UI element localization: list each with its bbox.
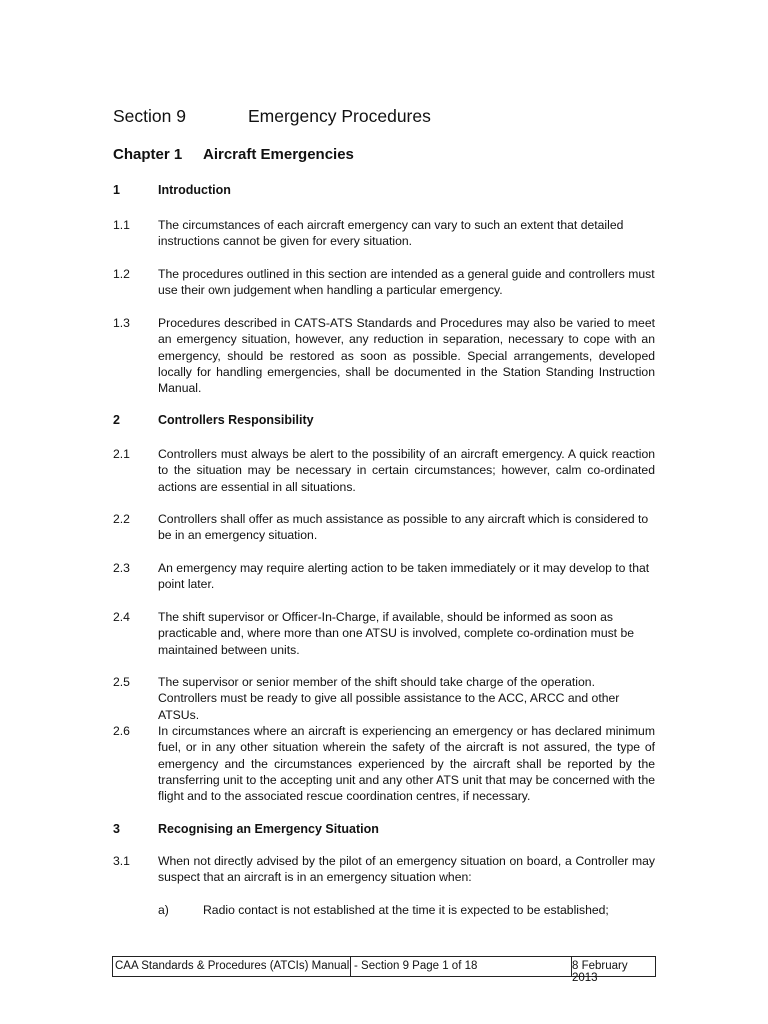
list-item-letter: a)	[158, 903, 169, 917]
footer-date: 8 February 2013	[572, 960, 628, 984]
paragraph-text: Controllers must always be alert to the possibility of an aircraft emergency. A quick reaction to the situation may be necessary in certain circumstances; however, calm co-ordinated actions are essential in all situations.	[158, 447, 655, 494]
section-name: Emergency Procedures	[248, 106, 431, 126]
heading-text: Controllers Responsibility	[158, 413, 314, 427]
paragraph-number: 2.4	[113, 610, 130, 624]
heading-number: 1	[113, 183, 120, 197]
chapter-title	[113, 146, 354, 163]
footer-section-page: - Section 9 Page 1 of 18	[354, 960, 478, 972]
paragraph-text: An emergency may require alerting action to be taken immediately or it may develop to that point later.	[158, 561, 650, 592]
paragraph-text: The shift supervisor or Officer-In-Charge, if available, should be informed as soon as practicable and, where more than one ATSU is involved, complete co-ordination must be maintained between units.	[158, 610, 635, 657]
chapter-number: Chapter 1	[113, 146, 183, 163]
paragraph-2-6	[113, 723, 655, 804]
paragraph-1-2	[113, 266, 655, 299]
heading-text: Introduction	[158, 183, 231, 197]
paragraph-2-4	[113, 609, 655, 658]
list-item-a	[158, 903, 609, 917]
paragraph-1-3	[113, 315, 655, 396]
paragraph-text: The supervisor or senior member of the shift should take charge of the operation. Controllers must be ready to give all possible assistance to the ACC, ARCC and other ATSUs.	[158, 675, 620, 722]
paragraph-number: 1.1	[113, 218, 130, 232]
list-item-text: Radio contact is not established at the time it is expected to be established;	[203, 903, 609, 917]
paragraph-text: When not directly advised by the pilot of an emergency situation on board, a Controller may suspect that an aircraft is in an emergency situation when:	[158, 854, 655, 885]
paragraph-text: The procedures outlined in this section are intended as a general guide and controllers must use their own judgement when handling a particular emergency.	[158, 267, 655, 298]
heading-text: Recognising an Emergency Situation	[158, 822, 379, 836]
heading-number: 2	[113, 413, 120, 427]
heading-introduction	[113, 183, 231, 197]
paragraph-2-3	[113, 560, 655, 593]
heading-recognising-emergency	[113, 822, 379, 836]
page-footer	[112, 956, 656, 984]
paragraph-number: 2.1	[113, 447, 130, 461]
paragraph-2-1	[113, 446, 655, 495]
paragraph-text: The circumstances of each aircraft emergency can vary to such an extent that detailed instructions cannot be given for every situation.	[158, 218, 624, 249]
paragraph-1-1	[113, 217, 655, 250]
paragraph-number: 1.2	[113, 267, 130, 281]
paragraph-number: 2.2	[113, 512, 130, 526]
paragraph-3-1	[113, 853, 655, 886]
paragraph-2-2	[113, 511, 655, 544]
paragraph-text: Controllers shall offer as much assistance as possible to any aircraft which is considered to be in an emergency situation.	[158, 512, 649, 543]
paragraph-number: 1.3	[113, 316, 130, 330]
paragraph-2-5	[113, 674, 655, 723]
section-number: Section 9	[113, 106, 186, 126]
footer-divider	[350, 957, 351, 976]
paragraph-number: 2.6	[113, 724, 130, 738]
paragraph-number: 2.3	[113, 561, 130, 575]
paragraph-number: 2.5	[113, 675, 130, 689]
heading-controllers-responsibility	[113, 413, 314, 427]
chapter-name: Aircraft Emergencies	[203, 146, 354, 163]
footer-manual-title: CAA Standards & Procedures (ATCIs) Manual	[115, 960, 350, 972]
paragraph-number: 3.1	[113, 854, 130, 868]
heading-number: 3	[113, 822, 120, 836]
paragraph-text: In circumstances where an aircraft is experiencing an emergency or has declared minimum fuel, or in any other situation wherein the safety of the aircraft is not assured, the type of emergency and the circumstances experienced by the aircraft shall be reported by the transferring unit to the accepting unit and any other ATS unit that may be concerned with the flight and to the associated rescue coordination centres, if necessary.	[158, 724, 655, 804]
paragraph-text: Procedures described in CATS-ATS Standards and Procedures may also be varied to meet an emergency situation, however, any reduction in separation, necessary to cope with an emergency, should be restored as soon as possible. Special arrangements, developed locally for handling emergencies, shall be documented in the Station Standing Instruction Manual.	[158, 316, 655, 396]
section-title	[113, 106, 431, 127]
